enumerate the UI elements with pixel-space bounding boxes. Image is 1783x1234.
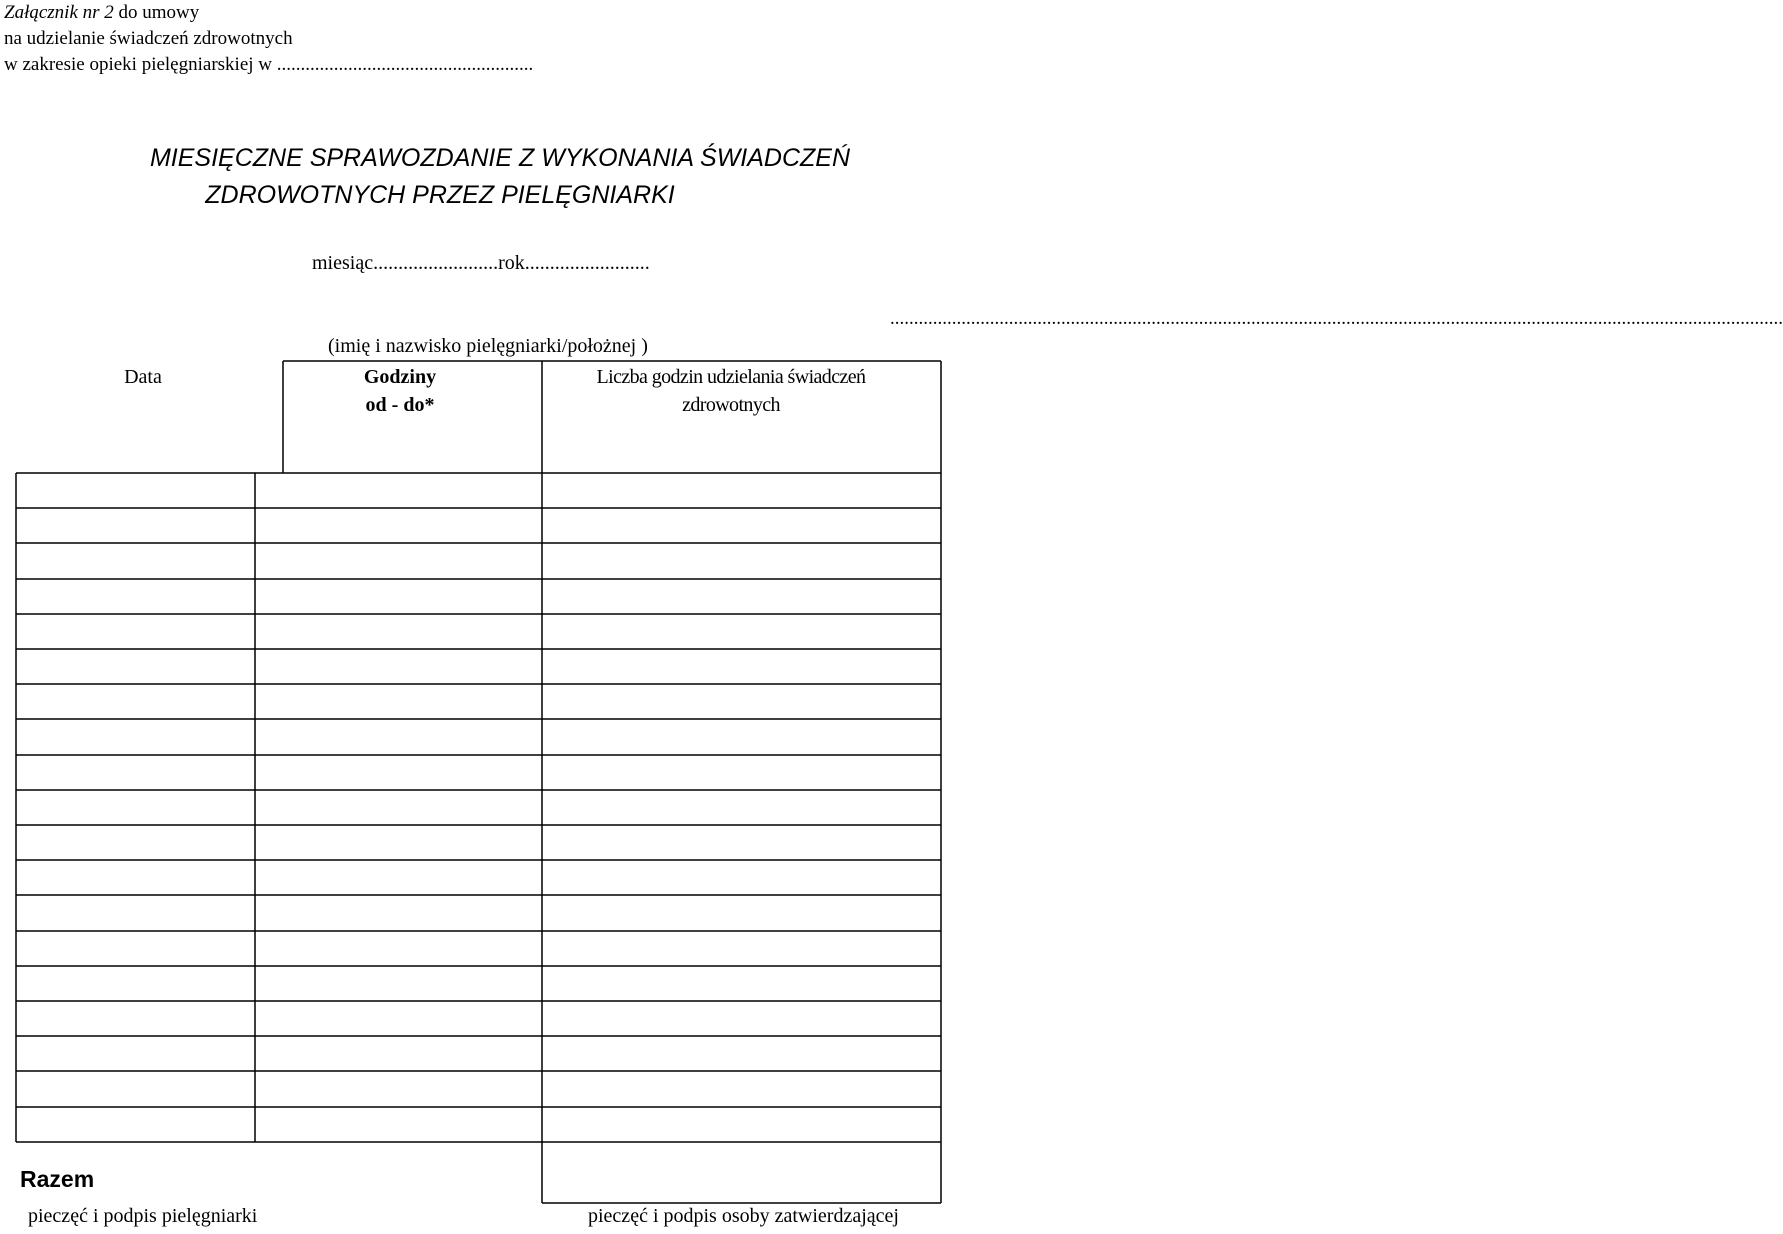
row-lines	[16, 508, 941, 1107]
annex-line-1-tail: do umowy	[118, 2, 200, 23]
nurse-signature-label: pieczęć i podpis pielęgniarki	[28, 1205, 258, 1227]
nurse-name-dots: ............................................................................................................................................................................................	[890, 308, 1783, 329]
table-lines	[16, 361, 941, 1203]
annex-line-2: na udzielanie świadczeń zdrowotnych	[4, 28, 293, 49]
total-label: Razem	[20, 1166, 95, 1192]
column-header-count-line-2: zdrowotnych	[682, 394, 780, 416]
column-header-hours-line-2: od - do*	[365, 394, 435, 416]
column-header-hours-count	[546, 363, 916, 419]
month-year-field[interactable]: miesiąc.........................rok.........................	[312, 252, 650, 274]
document-title-line-1: MIESIĘCZNE SPRAWOZDANIE Z WYKONANIA ŚWIADCZEŃ	[149, 144, 851, 172]
approver-signature-label: pieczęć i podpis osoby zatwierdzającej	[588, 1205, 899, 1227]
annex-label: Załącznik nr 2	[4, 2, 114, 23]
column-header-hours-line-1: Godziny	[363, 366, 437, 388]
column-header-date: Data	[124, 366, 162, 388]
nurse-name-caption: (imię i nazwisko pielęgniarki/położnej )	[328, 335, 648, 357]
column-header-hours	[300, 363, 500, 419]
total-row-lines	[16, 1142, 941, 1203]
column-header-count-line-1: Liczba godzin udzielania świadczeń	[596, 366, 866, 388]
annex-line-3: w zakresie opieki pielęgniarskiej w ......................................................	[4, 54, 534, 75]
document-title-line-2: ZDROWOTNYCH PRZEZ PIELĘGNIARKI	[205, 181, 675, 209]
